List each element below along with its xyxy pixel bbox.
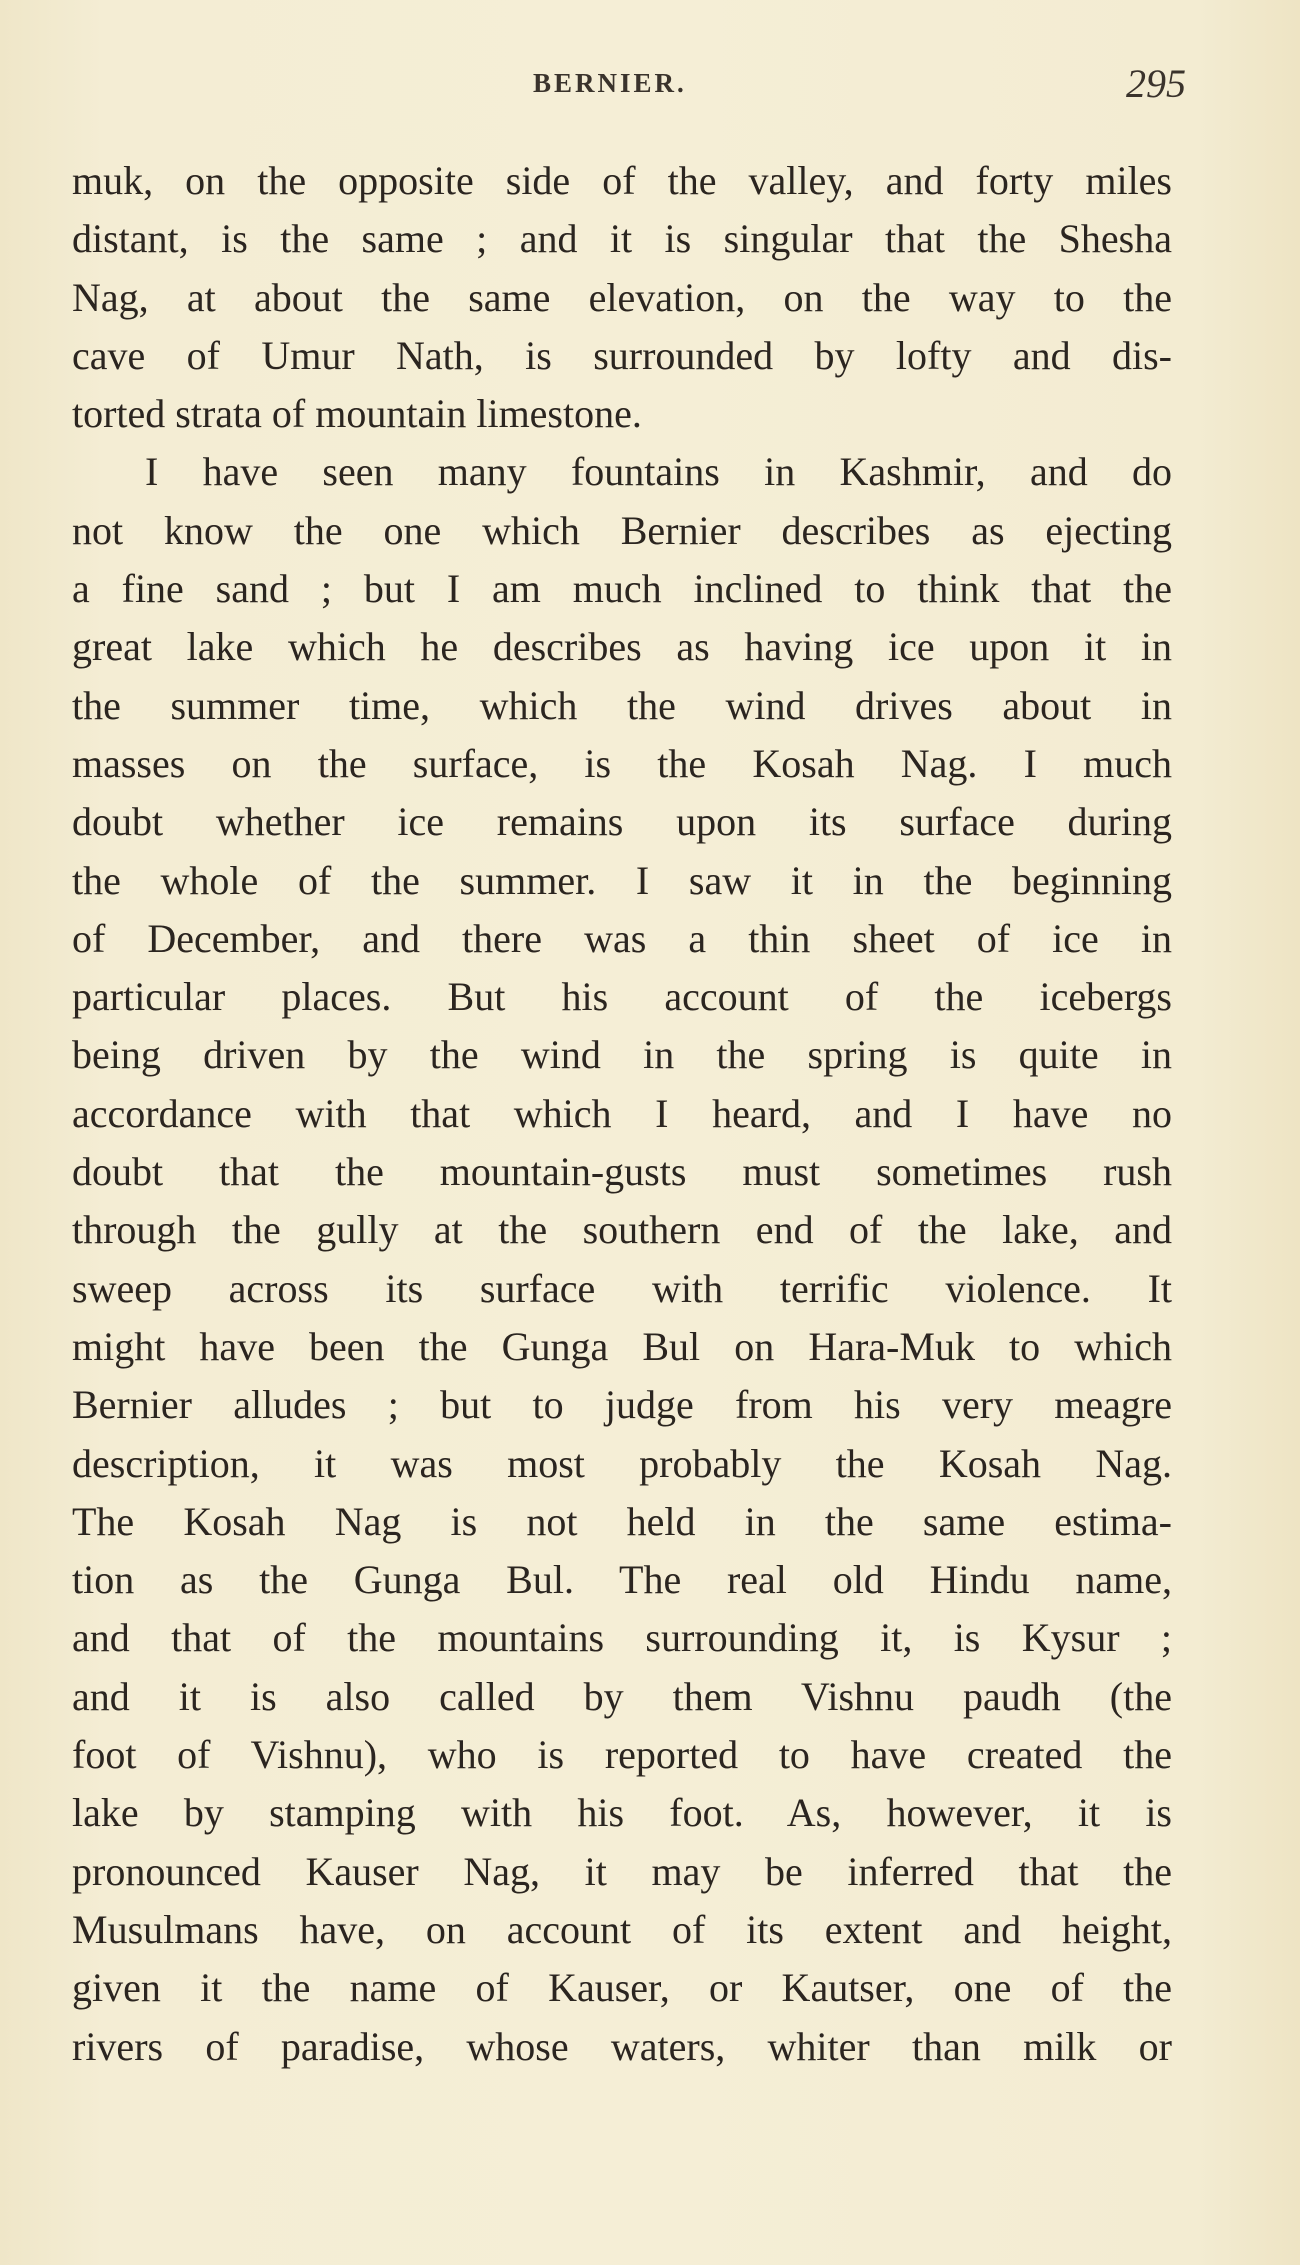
page-number: 295: [1126, 61, 1186, 106]
running-head: [0, 60, 1300, 110]
text-line: foot of Vishnu), who is reported to have created the: [72, 1732, 1172, 1778]
text-line: and that of the mountains surrounding it, is Kysur ;: [72, 1615, 1172, 1661]
body-text: [72, 152, 1172, 2076]
text-line: being driven by the wind in the spring is quite in: [72, 1032, 1172, 1078]
text-line: description, it was most probably the Kosah Nag.: [72, 1440, 1172, 1486]
text-line: torted strata of mountain limestone.: [72, 391, 642, 437]
text-line: tion as the Gunga Bul. The real old Hindu name,: [72, 1557, 1172, 1603]
text-line: particular places. But his account of the icebergs: [72, 974, 1172, 1020]
text-line: accordance with that which I heard, and I have no: [72, 1090, 1172, 1136]
text-line: doubt whether ice remains upon its surface during: [72, 799, 1172, 845]
text-line: of December, and there was a thin sheet of ice in: [72, 915, 1172, 961]
text-line: The Kosah Nag is not held in the same estima-: [72, 1498, 1172, 1544]
text-line: pronounced Kauser Nag, it may be inferred that the: [72, 1848, 1172, 1894]
text-line: through the gully at the southern end of the lake, and: [72, 1207, 1172, 1253]
text-line: the summer time, which the wind drives about in: [72, 682, 1172, 728]
text-line: doubt that the mountain-gusts must sometimes rush: [72, 1149, 1172, 1195]
text-line: Bernier alludes ; but to judge from his very meagre: [72, 1382, 1172, 1428]
text-line: might have been the Gunga Bul on Hara-Muk to which: [72, 1323, 1172, 1369]
text-line: masses on the surface, is the Kosah Nag. I much: [72, 740, 1172, 786]
text-line: great lake which he describes as having ice upon it in: [72, 624, 1172, 670]
text-line: cave of Umur Nath, is surrounded by lofty and dis-: [72, 332, 1172, 378]
text-line: lake by stamping with his foot. As, however, it is: [72, 1790, 1172, 1836]
paragraph-1: [72, 152, 1172, 443]
text-line: the whole of the summer. I saw it in the beginning: [72, 857, 1172, 903]
text-line: not know the one which Bernier describes as ejecting: [72, 507, 1172, 553]
paragraph-2: [72, 443, 1172, 2075]
text-line: muk, on the opposite side of the valley, and forty miles: [72, 158, 1172, 203]
text-line: I have seen many fountains in Kashmir, and do: [145, 449, 1172, 495]
text-line: rivers of paradise, whose waters, whiter than milk or: [72, 2023, 1172, 2069]
text-line: a fine sand ; but I am much inclined to think that the: [72, 566, 1172, 612]
text-line: Musulmans have, on account of its extent and height,: [72, 1906, 1172, 1952]
text-line: sweep across its surface with terrific violence. It: [72, 1265, 1172, 1311]
text-line: given it the name of Kauser, or Kautser, one of the: [72, 1965, 1172, 2011]
running-title: BERNIER.: [533, 68, 687, 98]
text-line: distant, is the same ; and it is singular that the Shesha: [72, 216, 1172, 262]
text-line: Nag, at about the same elevation, on the way to the: [72, 274, 1172, 320]
text-line: and it is also called by them Vishnu paudh (the: [72, 1673, 1172, 1719]
